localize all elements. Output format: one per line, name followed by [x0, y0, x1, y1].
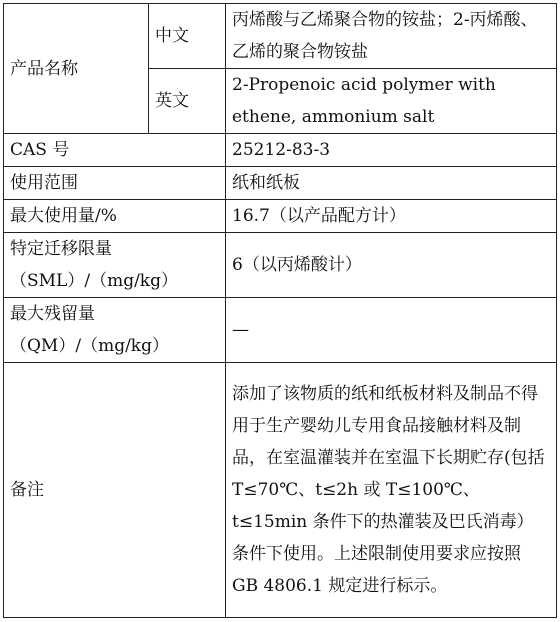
chinese-name-value: 丙烯酸与乙烯聚合物的铵盐；2-丙烯酸、乙烯的聚合物铵盐 [226, 4, 557, 69]
row-product-name-cn [4, 4, 557, 69]
english-name-label: 英文 [149, 69, 226, 134]
cas-value: 25212-83-3 [226, 134, 557, 167]
qm-label [4, 298, 226, 363]
substance-spec-table [3, 3, 557, 618]
sml-label-line2: （SML）/（mg/kg） [10, 271, 178, 291]
row-usage-scope [4, 167, 557, 200]
sml-label [4, 233, 226, 298]
qm-label-line2: （QM）/（mg/kg） [10, 336, 169, 356]
chinese-name-label: 中文 [149, 4, 226, 69]
qm-label-line1: 最大残留量 [10, 304, 95, 324]
sml-label-line1: 特定迁移限量 [10, 239, 112, 259]
remarks-label: 备注 [4, 363, 226, 618]
remarks-value: 添加了该物质的纸和纸板材料及制品不得用于生产婴幼儿专用食品接触材料及制品，在室温灌装并在室温下长期贮存(包括 T≤70℃、t≤2h 或 T≤100℃、t≤15min 条件下的热灌装及巴氏消毒）条件下使用。上述限制使用要求应按照 GB 4806.1 规定进行标示。 [226, 363, 557, 618]
qm-value: — [226, 298, 557, 363]
row-sml [4, 233, 557, 298]
row-remarks [4, 363, 557, 618]
row-max-usage [4, 200, 557, 233]
usage-scope-value: 纸和纸板 [226, 167, 557, 200]
cas-label: CAS 号 [4, 134, 226, 167]
row-cas [4, 134, 557, 167]
usage-scope-label: 使用范围 [4, 167, 226, 200]
english-name-value: 2-Propenoic acid polymer with ethene, ammonium salt [226, 69, 557, 134]
sml-value: 6（以丙烯酸计） [226, 233, 557, 298]
row-qm [4, 298, 557, 363]
product-name-label: 产品名称 [4, 4, 149, 134]
max-usage-label: 最大使用量/% [4, 200, 226, 233]
max-usage-value: 16.7（以产品配方计） [226, 200, 557, 233]
